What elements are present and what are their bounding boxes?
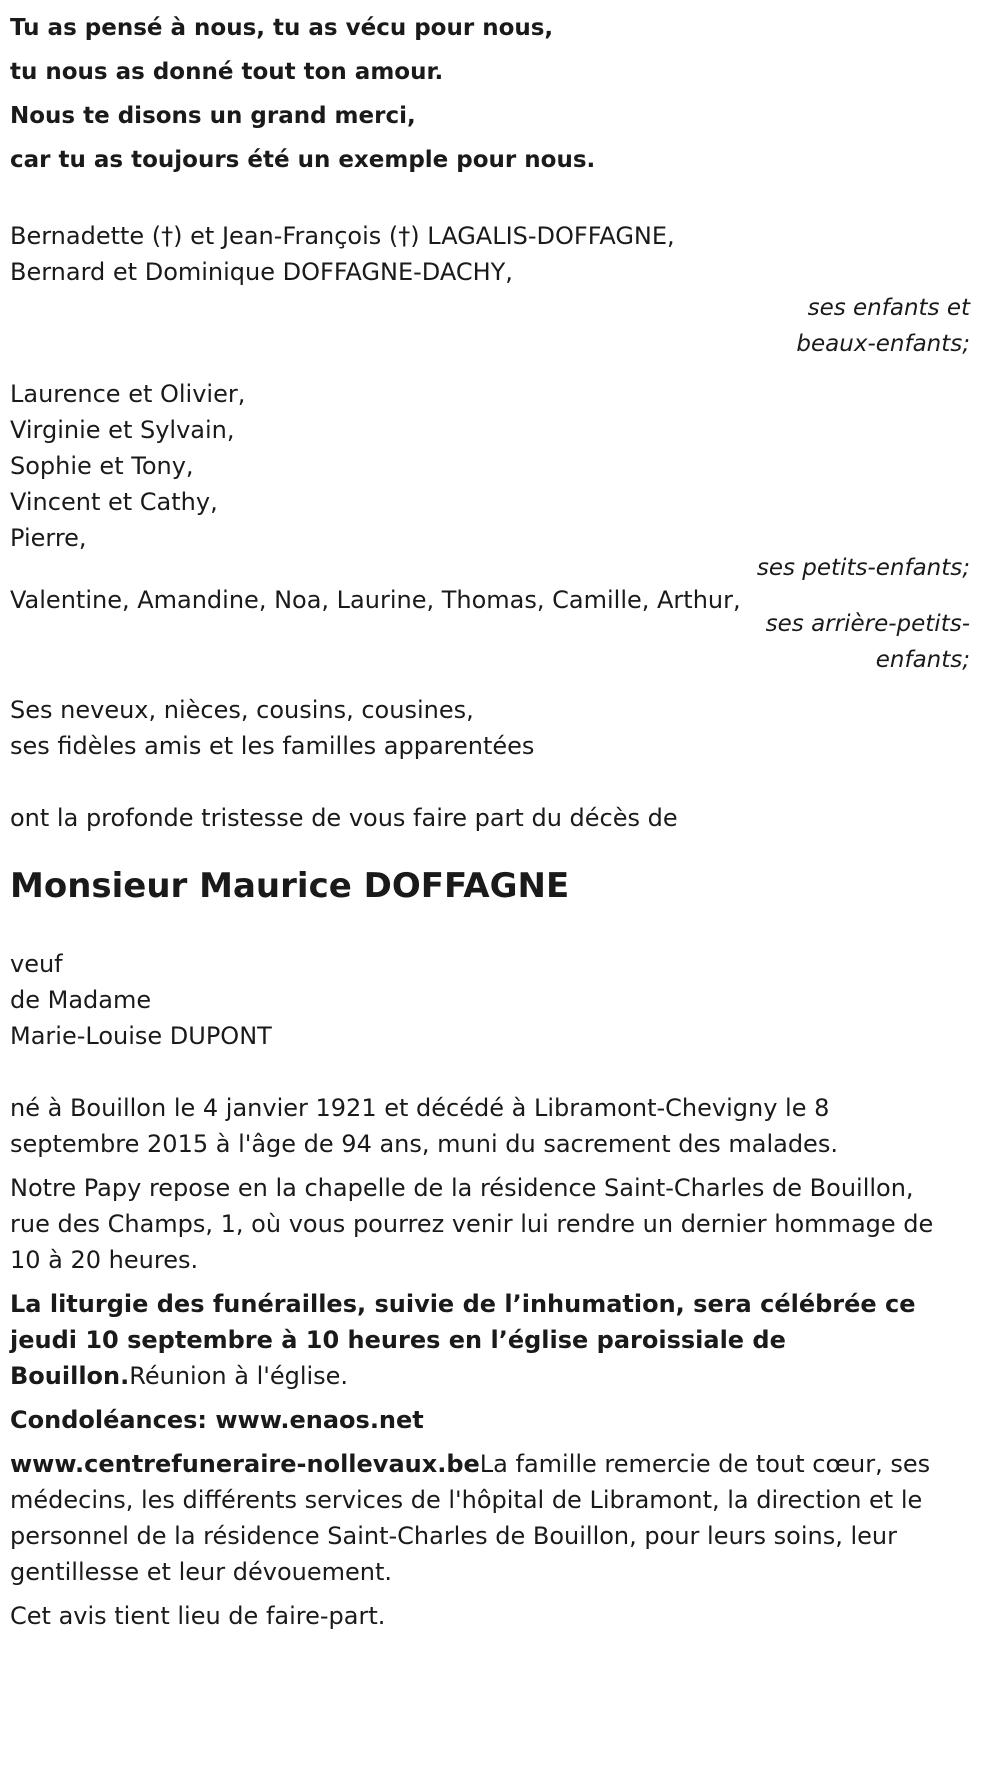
thanks-text: La famille remercie de tout cœur, ses médecins, les différents services de l'hôpital de Libramont, la direction et le personnel de la résidence Saint-Charles de Bouillon, pour leurs soins, leur gentillesse et leur dévouement. (10, 1450, 931, 1586)
grandchild-line: Sophie et Tony, (10, 452, 194, 480)
great-grandchildren-section (10, 582, 990, 678)
funeral-details: La liturgie des funérailles, suivie de l’inhumation, sera célébrée ce jeudi 10 septembre à 10 heures en l’église paroissiale de Bouillon. (10, 1290, 916, 1390)
funeral-info (10, 1286, 990, 1394)
condolences: Condoléances: www.enaos.net (10, 1406, 424, 1434)
great-grandchildren-role: ses arrière-petits- enfants; (765, 611, 970, 673)
funeral-meeting: Réunion à l'église. (129, 1362, 349, 1390)
children-section (10, 218, 990, 362)
grandchild-line: Pierre, (10, 524, 87, 552)
poem-line: Nous te disons un grand merci, (10, 103, 416, 129)
children-line: Bernadette (†) et Jean-François (†) LAGALIS-DOFFAGNE, (10, 222, 675, 250)
announcement: ont la profonde tristesse de vous faire part du décès de (10, 804, 678, 832)
grandchildren-section (10, 376, 990, 586)
widower-line: Marie-Louise DUPONT (10, 1022, 272, 1050)
closing-note: Cet avis tient lieu de faire-part. (10, 1602, 386, 1630)
rest-info: Notre Papy repose en la chapelle de la résidence Saint-Charles de Bouillon, rue des Champs, 1, où vous pourrez venir lui rendre un dernier hommage de 10 à 20 heures. (10, 1174, 934, 1274)
widower-line: de Madame (10, 986, 152, 1014)
widower-line: veuf (10, 950, 63, 978)
poem-line: car tu as toujours été un exemple pour nous. (10, 147, 596, 173)
thanks-info (10, 1446, 990, 1590)
poem (10, 0, 990, 182)
relatives-line: Ses neveux, nièces, cousins, cousines, (10, 696, 474, 724)
children-role: ses enfants et beaux-enfants; (796, 295, 970, 357)
poem-line: tu nous as donné tout ton amour. (10, 59, 444, 85)
poem-line: Tu as pensé à nous, tu as vécu pour nous, (10, 15, 554, 41)
children-line: Bernard et Dominique DOFFAGNE-DACHY, (10, 258, 513, 286)
relatives-section (10, 692, 990, 764)
relatives-line: ses fidèles amis et les familles apparentées (10, 732, 535, 760)
birth-death-info: né à Bouillon le 4 janvier 1921 et décédé à Libramont-Chevigny le 8 septembre 2015 à l'âge de 94 ans, muni du sacrement des malades. (10, 1094, 838, 1158)
grandchild-line: Laurence et Olivier, (10, 380, 246, 408)
deceased-name: Monsieur Maurice DOFFAGNE (10, 866, 570, 906)
grandchild-line: Virginie et Sylvain, (10, 416, 235, 444)
great-grandchildren-names: Valentine, Amandine, Noa, Laurine, Thomas, Camille, Arthur, (10, 586, 741, 614)
grandchildren-role: ses petits-enfants; (756, 555, 970, 581)
funeral-home-link[interactable]: www.centrefuneraire-nollevaux.be (10, 1450, 480, 1478)
widower-section (10, 946, 990, 1054)
grandchild-line: Vincent et Cathy, (10, 488, 218, 516)
